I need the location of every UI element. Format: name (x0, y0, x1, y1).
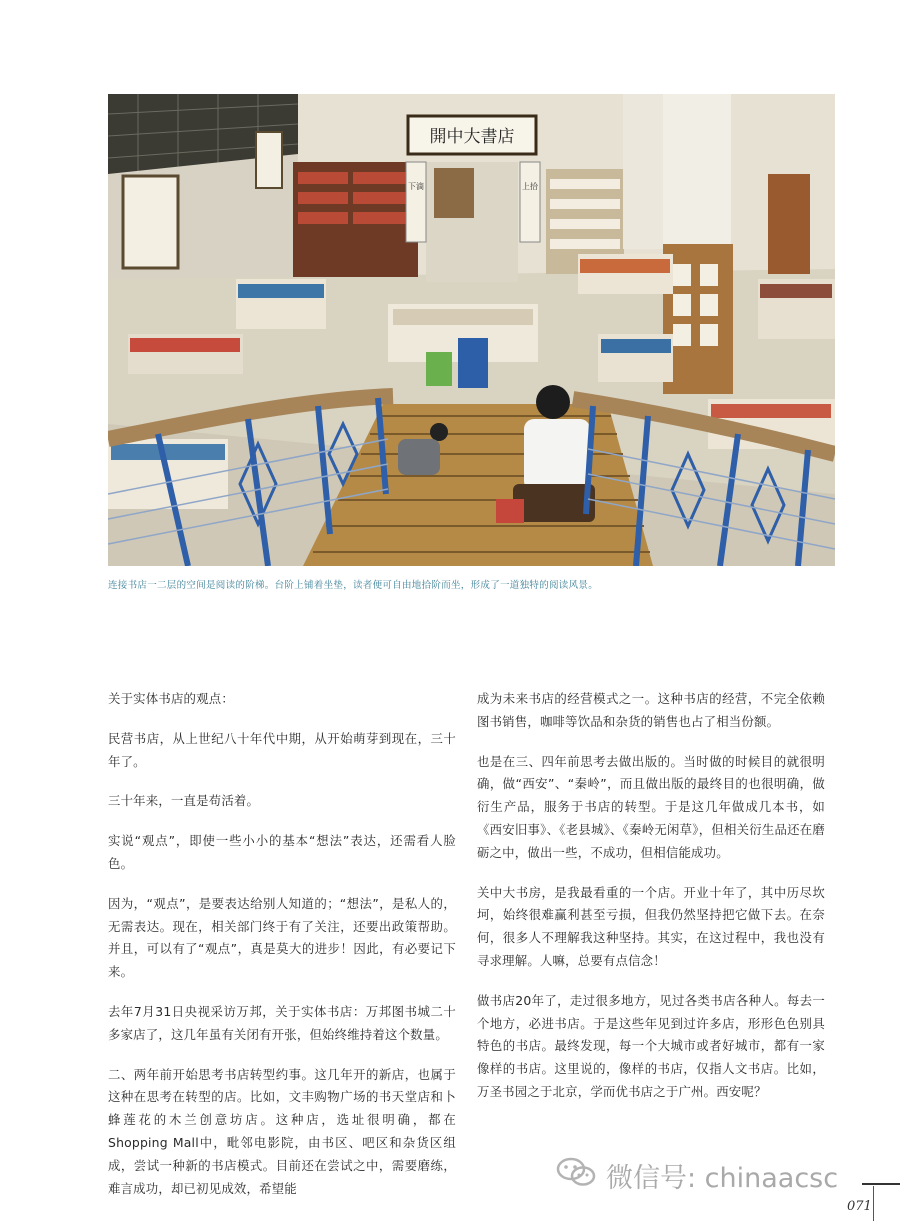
watermark-text: 微信号: chinaacsc (606, 1162, 839, 1194)
wechat-icon (556, 1156, 596, 1195)
page-number: 071 (847, 1199, 872, 1214)
paragraph: 关中大书房，是我最看重的一个店。开业十年了，其中历尽坎坷，始终很难赢利甚至亏损，但我仍然坚持把它做下去。在奈何，很多人不理解我这种坚持。其实，在这过程中，我也没有寻求理解。人嘛，总要有点信念！ (477, 884, 825, 968)
paragraph: 去年7月31日央视采访万邦，关于实体书店：万邦图书城二十多家店了，这几年虽有关闭有开张，但始终维持着这个数量。 (108, 1003, 456, 1042)
wechat-watermark (556, 1156, 838, 1194)
right-scroll-text: 上拾 (522, 182, 538, 191)
paragraph: 做书店20年了，走过很多地方，见过各类书店各种人。每去一个地方，必进书店。于是这些年见到过许多店，形形色色别具特色的书店。最终发现，每一个大城市或者好城市，都有一家像样的书店。这里说的，像样的书店，仅指人文书店。比如，万圣书园之于北京，学而优书店之于广州。西安呢？ (477, 992, 825, 1099)
left-scroll-text: 下滴 (408, 182, 424, 191)
page-rule (862, 1183, 900, 1185)
paragraph: 民营书店，从上世纪八十年代中期，从开始萌芽到现在，三十年了。 (108, 730, 456, 769)
paragraph: 关于实体书店的观点： (108, 691, 234, 706)
paragraph: 二、两年前开始思考书店转型约事。这几年开的新店，也属于这种在思考在转型的店。比如，文丰购物广场的书天堂店和卜蜂莲花的木兰创意坊店。这种店，选址很明确，都在Shopping Mall中，毗邻电影院，由书区、吧区和杂货区组成，尝试一种新的书店模式。目前还在尝试之中，需要磨练，难言成功，却已初见成效，希望能 (108, 1066, 456, 1196)
paragraph: 成为未来书店的经营模式之一。这种书店的经营，不完全依赖图书销售，咖啡等饮品和杂货的销售也占了相当份额。 (477, 691, 825, 729)
paragraph: 因为，“观点”，是要表达给别人知道的；“想法”，是私人的，无需表达。现在，相关部门终于有了关注，还要出政策帮助。并且，可以有了“观点”，真是莫大的进步！因此，有必要记下来。 (108, 895, 456, 980)
shop-sign: 開中大書店 (429, 127, 515, 147)
page-bar (873, 1186, 874, 1221)
paragraph: 实说“观点”，即使一些小小的基本“想法”表达，还需看人脸色。 (108, 833, 456, 871)
photo-caption: 连接书店一二层的空间是阅读的阶梯。台阶上铺着坐垫，读者便可自由地拾阶而坐，形成了一道独特的阅读风景。 (108, 580, 599, 591)
bookstore-photo (108, 94, 835, 566)
left-column (108, 688, 456, 1217)
paragraph: 也是在三、四年前思考去做出版的。当时做的时候目的就很明确，做“西安”、“秦岭”，而且做出版的最终目的也很明确，做衍生产品，服务于书店的转型。于是这几年做成几本书，如《西安旧事》、《老县城》、《秦岭无闲草》，但相关衍生品还在磨砺之中，做出一些，不成功，但相信能成功。 (477, 753, 825, 860)
right-column (477, 688, 825, 1121)
paragraph: 三十年来，一直是苟活着。 (108, 793, 260, 809)
